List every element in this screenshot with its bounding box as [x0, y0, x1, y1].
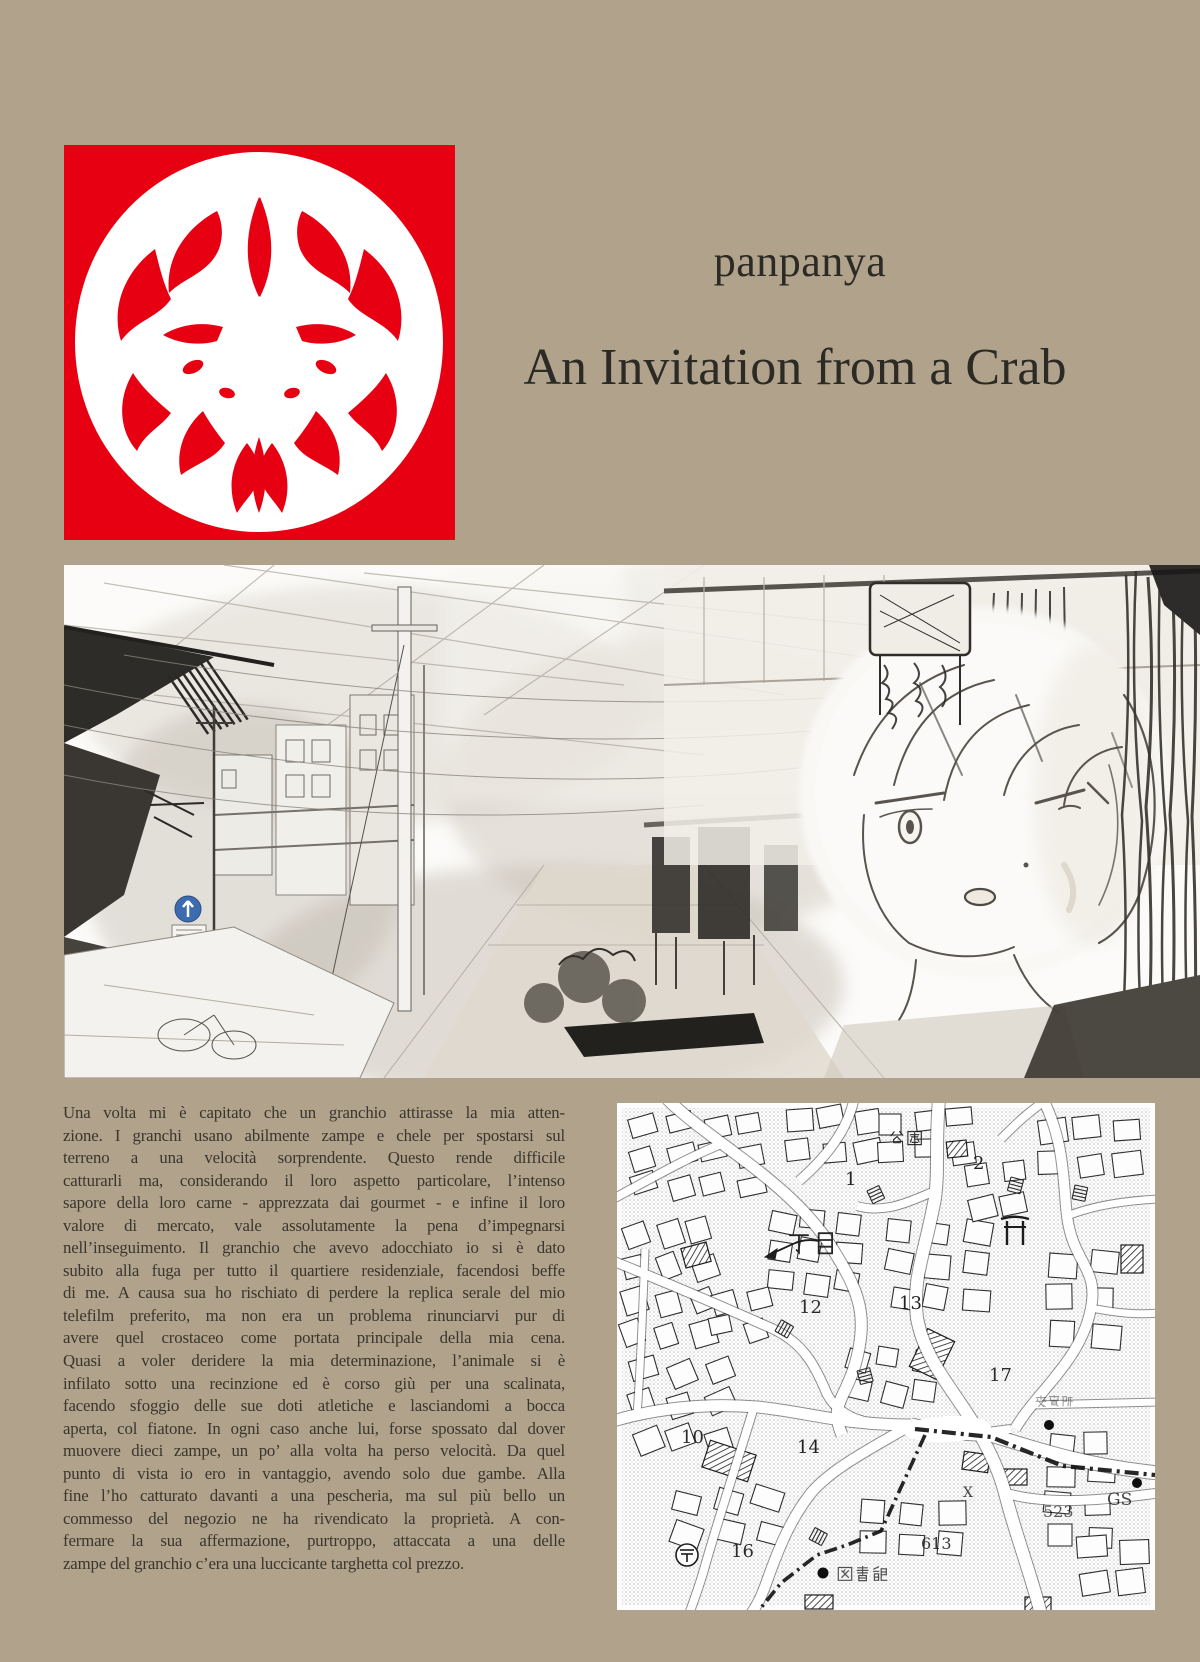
paragraph-line: fermare la sua affermazione, purtroppo, attaccata a una delle [63, 1531, 565, 1551]
map-building [1113, 1119, 1140, 1141]
paragraph-line: Una volta mi è capitato che un granchio attirasse la mia atten- [63, 1103, 565, 1122]
map-building [767, 1270, 794, 1291]
map-label: GS [1107, 1490, 1133, 1510]
paragraph-line: valore di mercato, vale assolutamente la pena d’impegnarsi [63, 1215, 565, 1235]
paragraph-line: subito alla fuga per tutto il quartiere residenziale, facendosi beffe [63, 1260, 565, 1280]
map-building [1072, 1115, 1101, 1140]
street-map [617, 1103, 1155, 1610]
map-building [1112, 1150, 1144, 1177]
paragraph-line: nell’inseguimento. Il granchio che avevo adocchiato io si è dato [63, 1238, 565, 1258]
map-building [860, 1499, 885, 1524]
map-label: 13 [899, 1293, 922, 1314]
paragraph-line: zione. I granchi usano abilmente zampe e chele per spostarsi sul [63, 1125, 565, 1145]
paragraph-line: Quasi a voler deridere la mia determinazione, l’animale si è [63, 1351, 565, 1371]
map-building [1090, 1250, 1119, 1275]
map-building [945, 1107, 972, 1126]
map-label: X [963, 1485, 973, 1501]
map-building-hatched [805, 1595, 833, 1609]
map-building-hatched [1121, 1245, 1143, 1273]
map-label: 1 [845, 1169, 857, 1190]
map-building [876, 1346, 899, 1367]
map-building [877, 1141, 903, 1162]
map-building [804, 1273, 831, 1297]
map-building [1120, 1540, 1150, 1565]
paragraph-line: sapore della loro carne - apprezzata dai gourmet - e infine il loro [63, 1193, 565, 1213]
map-building [1046, 1284, 1072, 1309]
map-label: 613 [921, 1534, 952, 1553]
paragraph-line: commesso del negozio ne ha rivendicato la proprietà. A con- [63, 1508, 565, 1528]
map-building [1084, 1432, 1107, 1454]
paragraph-line: muovere dieci zampe, un po’ alla volta ha perso velocità. Da quel [63, 1441, 565, 1461]
paragraph-line: telefilm preferito, ma non era un problema rinunciarvi pur di [63, 1305, 565, 1325]
map-building [836, 1212, 861, 1236]
paragraph-line: catturarli ma, considerando il loro aspetto particolare, l’intenso [63, 1170, 565, 1190]
map-building [735, 1113, 761, 1135]
paragraph-line: fine l’ho catturato davanti a una pescheria, ma sul più bello un [63, 1486, 565, 1506]
paragraph-line: terreno a una velocità sorprendente. Questo rende difficile [63, 1148, 565, 1168]
map-building [879, 1114, 901, 1135]
paragraph-line: infilato sotto una recinzione ed è corso giù per una scalinata, [63, 1373, 565, 1393]
map-building [1116, 1568, 1146, 1596]
map-building [1047, 1467, 1075, 1487]
map-landmark-dot [818, 1568, 829, 1579]
map-label: 523 [1043, 1502, 1074, 1521]
paragraph-line: zampe del granchio c’era una luccicante targhetta col prezzo. [63, 1553, 464, 1573]
map-label: 12 [799, 1297, 822, 1318]
map-label: 16 [731, 1541, 754, 1562]
map-building [962, 1289, 990, 1312]
post-office-icon [676, 1544, 698, 1566]
map-building [785, 1138, 810, 1162]
map-building [786, 1108, 813, 1132]
map-building-hatched [946, 1140, 968, 1158]
map-building [708, 1314, 732, 1335]
paragraph-line: di me. A causa sua ho rischiato di perdere la replica serale del mio [63, 1283, 565, 1303]
paragraph-line: aperta, col fiatone. In ogni caso anche lui, forse spossato dal dover [63, 1418, 565, 1438]
paragraph-line: avere quel crostaceo come portata principale della mia cena. [63, 1328, 565, 1348]
map-building [963, 1250, 990, 1275]
map-building [854, 1108, 881, 1134]
map-building [1048, 1253, 1078, 1279]
paragraph-line: facendo sfoggio delle sue doti atletiche e lasciandomi a bocca [63, 1396, 565, 1416]
map-label: 14 [797, 1437, 820, 1458]
map-building [922, 1284, 948, 1311]
map-building [899, 1503, 923, 1526]
map-landmark-dot [1044, 1420, 1054, 1430]
paragraph-line: punto di vista io ero in vantaggio, avendo solo due gambe. Alla [63, 1463, 565, 1483]
map-label: 2 [973, 1153, 985, 1174]
book-title: An Invitation from a Crab [523, 339, 1067, 396]
map-building [963, 1219, 994, 1246]
map-building [1048, 1524, 1072, 1546]
map-building [912, 1379, 937, 1402]
map-building [1091, 1324, 1122, 1350]
map-building [886, 1219, 911, 1243]
map-building [1079, 1570, 1110, 1596]
map-label: 17 [989, 1365, 1012, 1386]
map-building [939, 1501, 966, 1525]
publisher-logo [64, 145, 455, 540]
map-building [1077, 1154, 1104, 1178]
author-name: panpanya [713, 237, 887, 286]
street-sketch-illustration [64, 565, 1200, 1078]
map-building [1076, 1535, 1107, 1558]
map-landmark-dot [1132, 1478, 1142, 1488]
map-building [768, 1240, 793, 1262]
story-paragraph [63, 1102, 565, 1575]
map-building [1049, 1320, 1074, 1347]
map-label: 10 [681, 1427, 704, 1448]
